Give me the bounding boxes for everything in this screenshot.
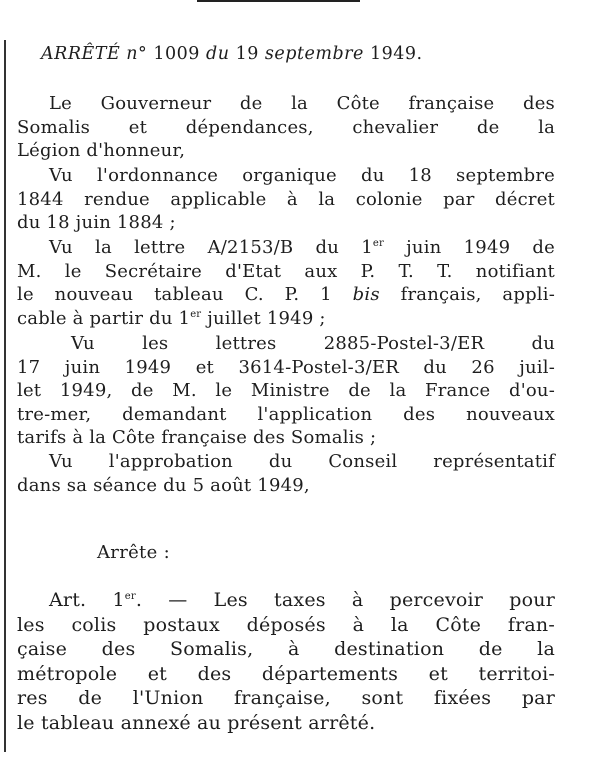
superscript: er <box>190 308 202 320</box>
text-line: les colis postaux déposés à la Côte fran- <box>17 613 555 636</box>
text-line <box>17 307 555 331</box>
decree-month: septembre <box>264 44 364 64</box>
text-line: let 1949, de M. le Ministre de la France d'ou- <box>17 380 555 401</box>
preamble-lettre-ptt <box>17 236 555 330</box>
text-line: Légion d'honneur, <box>17 140 186 161</box>
article-1-heading-line <box>17 588 555 613</box>
text-line: du 18 juin 1884 ; <box>17 212 176 233</box>
text-line: tarifs à la Côte française des Somalis ; <box>17 427 377 448</box>
preamble-lettres-postel <box>17 332 555 450</box>
decision-label: Arrête : <box>97 542 170 563</box>
decree-title-du: du <box>206 44 230 64</box>
text-line <box>17 283 555 307</box>
text-fragment: juin 1949 de <box>383 237 555 258</box>
article-1 <box>17 588 555 735</box>
text-line: Vu l'approbation du Conseil représentatif <box>49 451 555 472</box>
preamble-ordonnance <box>17 164 555 235</box>
text-line: métropole et des départements et territoi- <box>17 662 555 685</box>
text-line: Vu l'ordonnance organique du 18 septembre <box>49 165 555 186</box>
decree-number: 1009 <box>153 44 200 64</box>
preamble-conseil <box>17 450 555 497</box>
text-fragment: cable à partir du 1 <box>17 307 191 329</box>
text-line: le tableau annexé au présent arrêté. <box>17 711 376 734</box>
text-fragment: . — Les taxes à percevoir pour <box>135 589 555 611</box>
decree-title-prefix: ARRÊTÉ n° <box>41 44 148 64</box>
text-line: Le Gouverneur de la Côte française des <box>49 93 555 114</box>
text-line <box>17 236 555 260</box>
superscript: er <box>124 591 136 602</box>
superscript: er <box>372 238 384 249</box>
text-line: dans sa séance du 5 août 1949, <box>17 474 310 496</box>
italic-fragment: bis <box>352 284 380 305</box>
text-line: çaise des Somalis, à destination de la <box>17 638 555 660</box>
text-line: Vu les lettres 2885-Postel-3/ER du <box>71 333 555 354</box>
text-line: res de l'Union française, sont fixées par <box>17 687 555 709</box>
text-fragment: Vu la lettre A/2153/B du 1 <box>49 237 373 258</box>
text-fragment: français, appli- <box>379 284 555 305</box>
text-line: Somalis et dépendances, chevalier de la <box>17 116 555 138</box>
article-label: Art. 1 <box>49 589 125 611</box>
decree-day: 19 <box>235 44 259 64</box>
text-fragment: juillet 1949 ; <box>201 307 326 329</box>
text-fragment: le nouveau tableau C. P. 1 <box>17 284 332 305</box>
column-border-line <box>4 40 6 752</box>
text-line: tre-mer, demandant l'application des nouveaux <box>17 403 555 425</box>
decree-year: 1949. <box>369 44 423 64</box>
text-line: M. le Secrétaire d'Etat aux P. T. T. notifiant <box>17 260 555 282</box>
text-line: 1844 rendue applicable à la colonie par décret <box>17 188 555 210</box>
top-divider-rule <box>197 0 360 2</box>
preamble-governor <box>17 92 555 163</box>
decree-title <box>41 44 423 64</box>
text-line: 17 juin 1949 et 3614-Postel-3/ER du 26 juil- <box>17 356 555 378</box>
